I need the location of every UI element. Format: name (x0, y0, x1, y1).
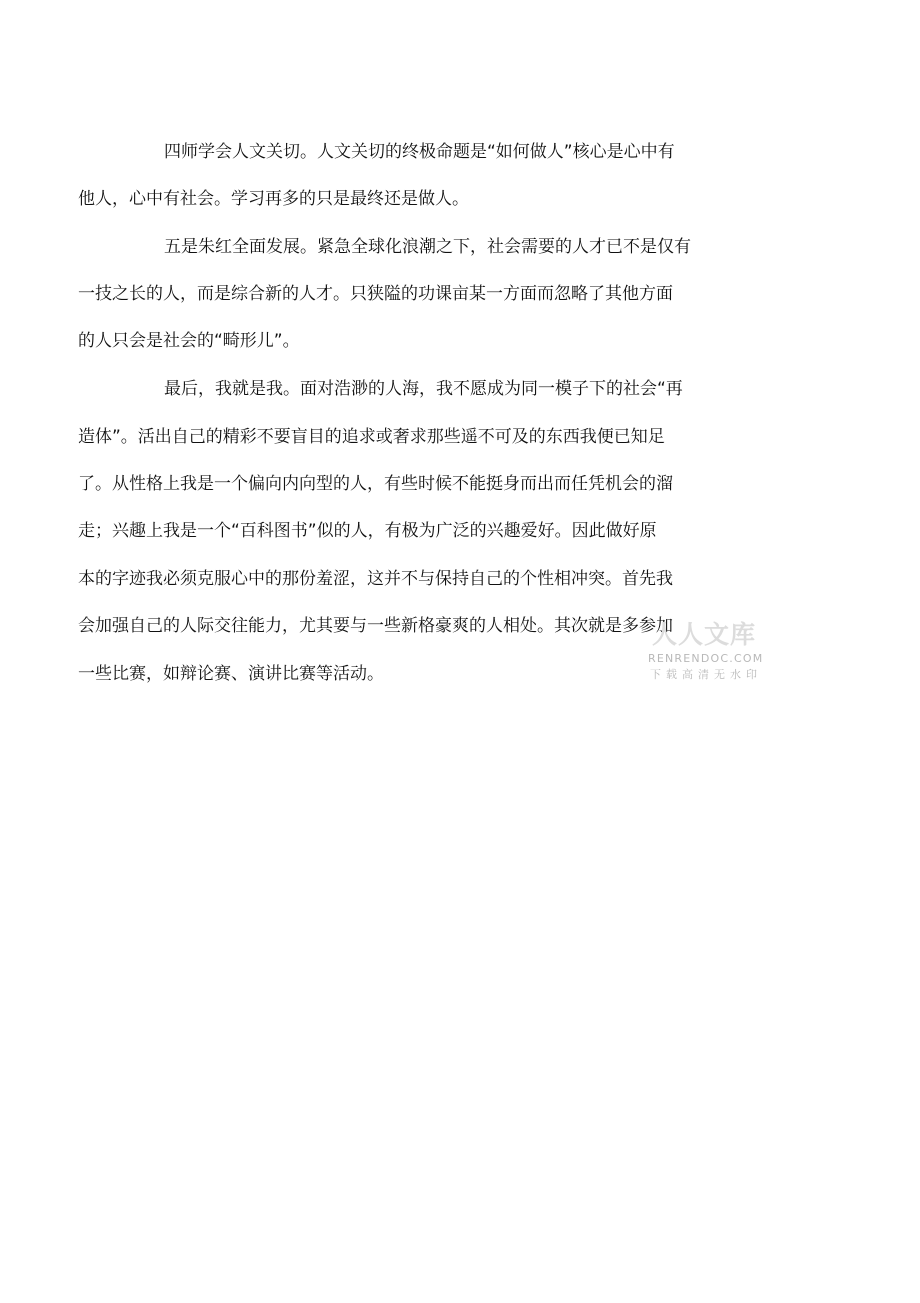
paragraph-6-line-4 (0, 516, 920, 546)
paragraph-6-line-7 (0, 659, 920, 689)
text-line: 本的字迹我必须克服心中的那份羞涩，这并不与保持自己的个性相冲突。首先我 (78, 569, 673, 589)
text-line: 造体”。活出自己的精彩不要盲目的追求或奢求那些遥不可及的东西我便已知足 (78, 427, 665, 447)
watermark-site: RENRENDOC.COM (648, 652, 764, 665)
text-line: 的人只会是社会的“畸形儿”。 (78, 331, 300, 351)
paragraph-5-line-3 (0, 326, 920, 356)
text-line: 会加强自己的人际交往能力，尤其要与一些新格豪爽的人相处。其次就是多参加 (78, 616, 673, 636)
text-line: 四师学会人文关切。人文关切的终极命题是“如何做人”核心是心中有 (164, 142, 675, 162)
text-line: 了。从性格上我是一个偏向内向型的人，有些时候不能挺身而出而任凭机会的溜 (78, 474, 673, 494)
paragraph-6-line-1 (0, 374, 920, 404)
watermark-logo (646, 618, 776, 688)
paragraph-4-line-1 (0, 137, 920, 167)
text-line: 一技之长的人，而是综合新的人才。只狭隘的功课亩某一方面而忽略了其他方面 (78, 284, 673, 304)
paragraph-5-line-2 (0, 279, 920, 309)
paragraph-6-line-3 (0, 469, 920, 499)
text-line: 五是朱红全面发展。紧急全球化浪潮之下，社会需要的人才已不是仅有 (164, 237, 691, 257)
paragraph-6-line-2 (0, 422, 920, 452)
text-line: 走；兴趣上我是一个“百科图书”似的人，有极为广泛的兴趣爱好。因此做好原 (78, 521, 657, 541)
text-line: 最后，我就是我。面对浩渺的人海，我不愿成为同一模子下的社会“再 (164, 379, 683, 399)
paragraph-4-line-2 (0, 184, 920, 214)
text-line: 他人，心中有社会。学习再多的只是最终还是做人。 (78, 189, 469, 209)
watermark-title: 人人文库 (652, 620, 757, 649)
paragraph-5-line-1 (0, 232, 920, 262)
paragraph-6-line-6 (0, 611, 920, 641)
paragraph-6-line-5 (0, 564, 920, 594)
text-line: 一些比赛，如辩论赛、演讲比赛等活动。 (78, 664, 384, 684)
watermark-subtitle: 下载高清无水印 (650, 668, 762, 681)
